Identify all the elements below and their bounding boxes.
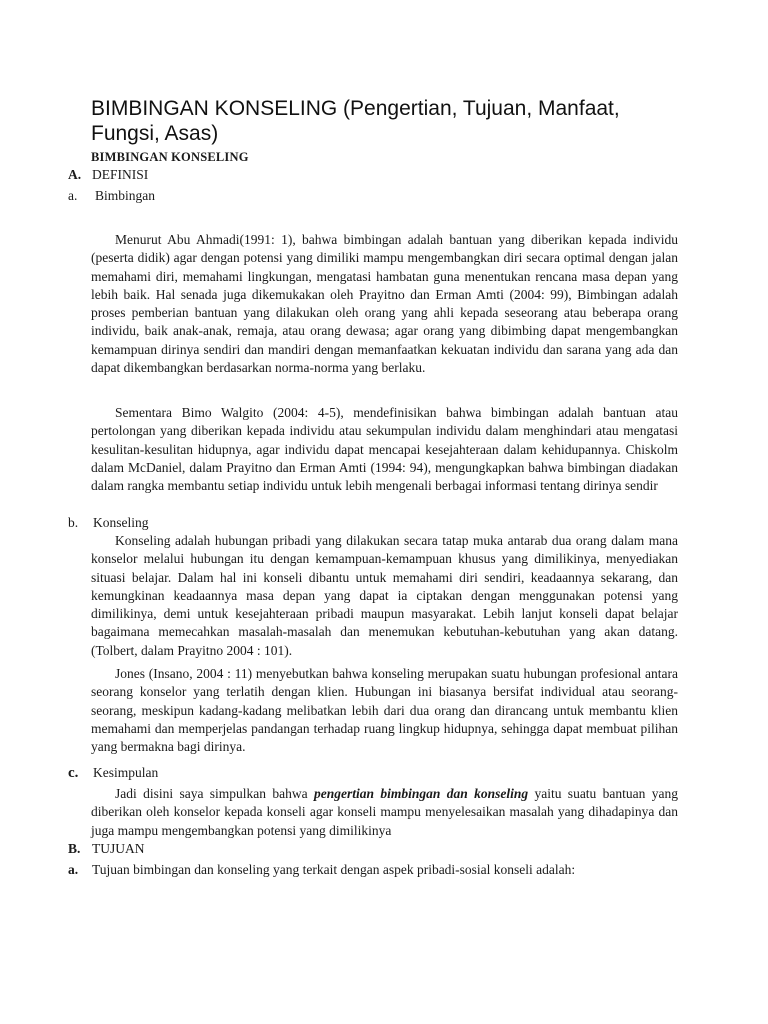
item-b-label: Konseling [93,515,149,530]
konseling-paragraph-1: Konseling adalah hubungan pribadi yang dilakukan secara tatap muka antarab dua orang dalam mana konselor melalui hubungan itu dengan kemampuan-kemampuan khusus yang dimilikinya, menyediakan situasi belajar. Dalam hal ini konseli dibantu untuk memahami diri sendiri, keadaannya sekarang, dan kemungkinan keadaannya masa depan yang dapat ia ciptakan dengan menggunakan potensi yang dimilikinya, demi untuk kesejahteraan pribadi maupun masyarakat. Lebih lanjut konseli dapat belajar bagaimana memecahkan masalah-masalah dan menemukan kebutuhan-kebutuhan yang akan datang. (Tolbert, dalam Prayitno 2004 : 101). [91,533,678,658]
item-c-label: Kesimpulan [93,765,159,780]
item-b-marker: b. [68,515,79,530]
section-a-label: DEFINISI [92,167,149,182]
item-a-label: Bimbingan [95,188,155,203]
kesimpulan-emphasis: pengertian bimbingan dan konseling [314,786,529,801]
subheading: BIMBINGAN KONSELING [91,150,249,164]
item-b-a-label: Tujuan bimbingan dan konseling yang terkait dengan aspek pribadi-sosial konseli adalah: [92,862,576,877]
section-b-label: TUJUAN [92,841,145,856]
kesimpulan-paragraph [91,785,678,840]
bimbingan-paragraph-2: Sementara Bimo Walgito (2004: 4-5), mendefinisikan bahwa bimbingan adalah bantuan atau pertolongan yang diberikan kepada individu atau sekumpulan individu dalam menghindari atau mengatasi kesulitan-kesulitan hidupnya, agar individu dapat mencapai kesejahteraan dalam kehidupannya. Chiskolm dalam McDaniel, dalam Prayitno dan Erman Amti (1994: 94), mengungkapkan bahwa bimbingan diadakan dalam rangka membantu setiap individu untuk lebih mengenali berbagai informasi tentang dirinya sendir [91,405,678,494]
kesimpulan-text-end: yaitu suatu bantuan yang diberikan oleh konselor kepada konseli agar konseli mampu menyelesaikan masalah yang dihadapinya dan juga mampu mengembangkan potensi yang dimilikinya [91,786,678,838]
bimbingan-paragraph-1: Menurut Abu Ahmadi(1991: 1), bahwa bimbingan adalah bantuan yang diberikan kepada individu (peserta didik) agar dengan potensi yang dimiliki mampu mengembangkan diri secara optimal dengan jalan memahami diri, memahami lingkungan, mengatasi hambatan guna menentukan rencana masa depan yang lebih baik. Hal senada juga dikemukakan oleh Prayitno dan Erman Amti (2004: 99), Bimbingan adalah proses pemberian bantuan yang dilakukan oleh orang yang ahli kepada seseorang atau beberapa orang individu, baik anak-anak, remaja, atau orang dewasa; agar orang yang dibimbing dapat mengembangkan kemampuan dirinya sendiri dan mandiri dengan memanfaatkan kekuatan individu dan sarana yang ada dan dapat dikembangkan berdasarkan norma-norma yang berlaku. [91,232,678,376]
document-title: BIMBINGAN KONSELING (Pengertian, Tujuan, Manfaat, Fungsi, Asas) [91,97,620,145]
section-b-marker: B. [68,841,81,856]
item-c-marker: c. [68,765,79,781]
konseling-paragraph-2: Jones (Insano, 2004 : 11) menyebutkan bahwa konseling merupakan suatu hubungan profesional antara seorang konselor yang terlatih dengan klien. Hubungan ini biasanya bersifat individual atau seorang-seorang, meskipun kadang-kadang melibatkan lebih dari dua orang dan dirancang untuk membantu klien memahami dan memperjelas pandangan terhadap ruang lingkup hidupnya, sehingga dapat membuat pilihan yang bermakna bagi dirinya. [91,666,678,755]
section-a-marker: A. [68,167,82,182]
item-a-marker: a. [68,188,78,203]
kesimpulan-text-start: Jadi disini saya simpulkan bahwa [115,786,314,801]
item-b-a-marker: a. [68,862,79,877]
